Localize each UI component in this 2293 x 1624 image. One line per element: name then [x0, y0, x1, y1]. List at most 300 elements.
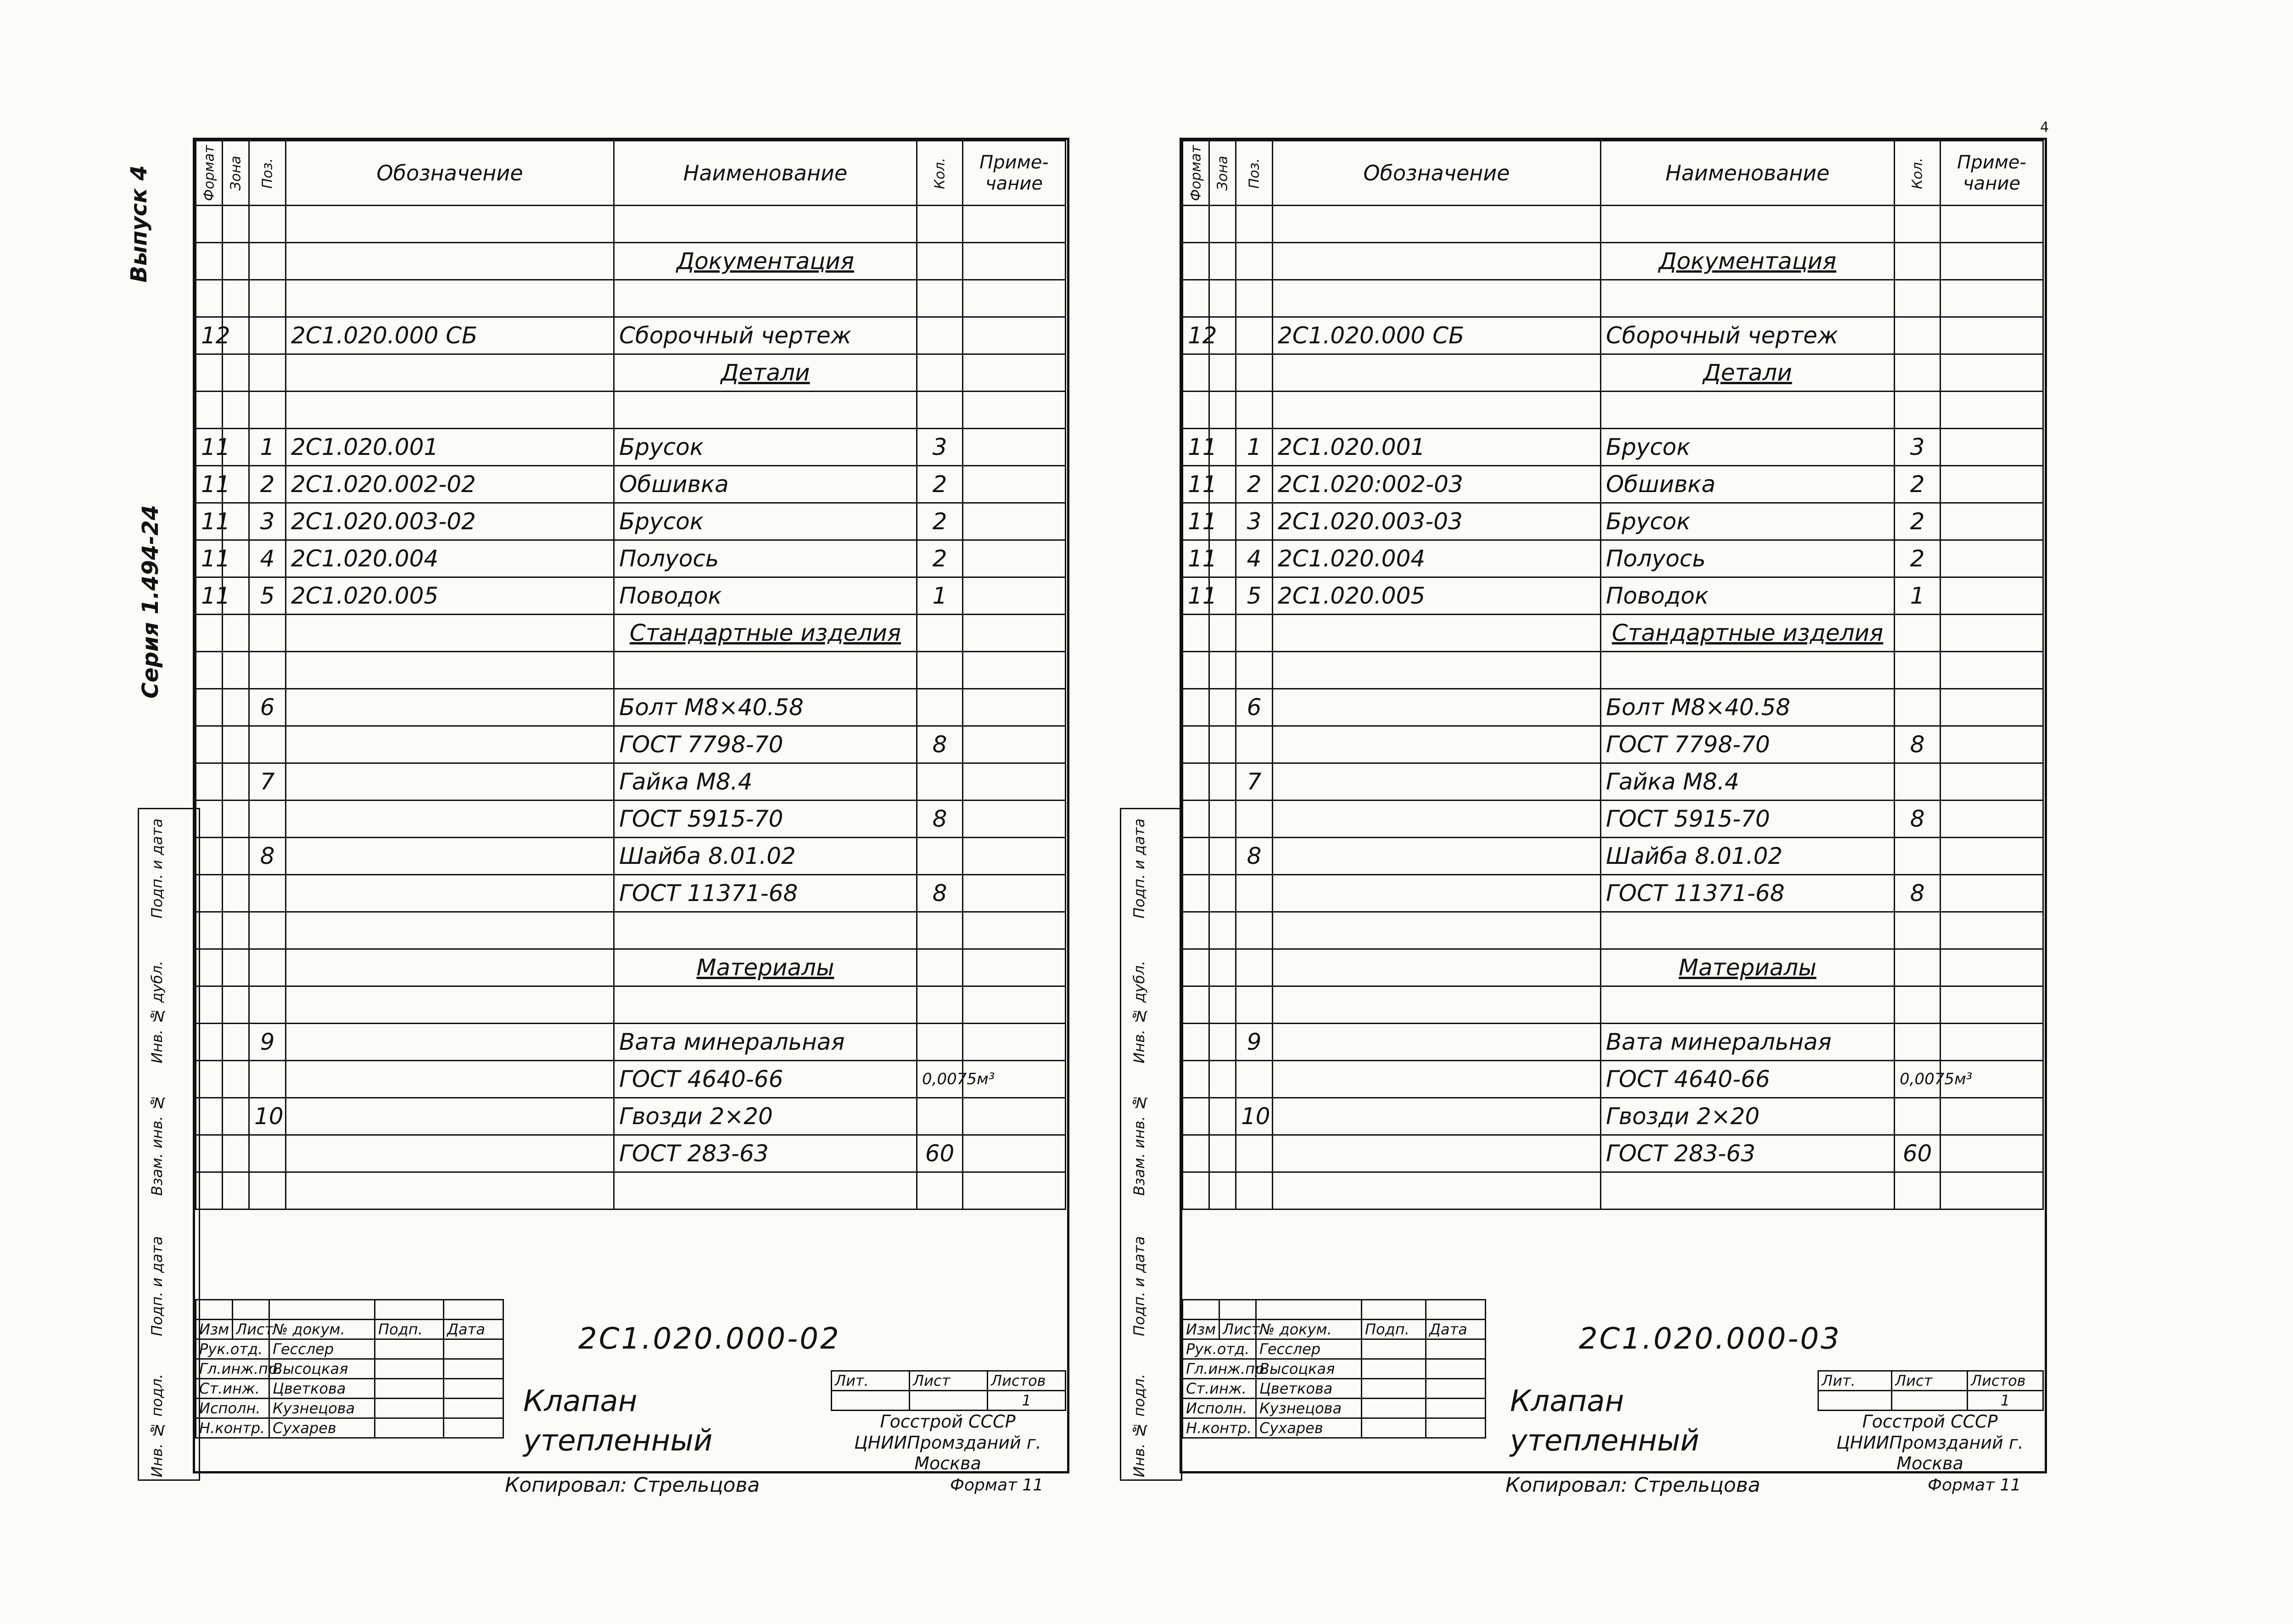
cell-zone: [1209, 280, 1236, 317]
spec-row: [1183, 503, 2043, 540]
cell-note: [1941, 763, 2043, 801]
col-change: Изм: [1183, 1320, 1219, 1339]
cell-note: [963, 280, 1066, 317]
spec-row: [1183, 949, 2043, 986]
cell-format: 11: [1183, 503, 1209, 540]
cell-name: Документация: [614, 243, 917, 280]
cell-designation: [286, 1098, 614, 1135]
cell-designation: [1273, 1135, 1601, 1172]
cell-qty: 8: [1895, 875, 1941, 912]
cell-zone: [223, 801, 249, 838]
right-people-rows: [1183, 1339, 1486, 1438]
signature-cell: [1362, 1418, 1426, 1438]
cell-pos: 10: [249, 1098, 286, 1135]
header-qty: Кол.: [917, 141, 963, 206]
title-block-row: [196, 1300, 503, 1320]
spec-row: [196, 206, 1066, 243]
signatory-row: [1183, 1418, 1486, 1438]
cell-designation: [286, 392, 614, 429]
spec-row: [196, 838, 1066, 875]
spec-row: [196, 280, 1066, 317]
cell-zone: [223, 1172, 249, 1210]
signatory-role: Н.контр.: [196, 1418, 269, 1438]
cell-pos: 2: [1236, 466, 1273, 503]
left-spec-table: [195, 140, 1066, 1210]
cell-note: [963, 986, 1066, 1024]
cell-name: [614, 912, 917, 949]
cell-name: Брусок: [614, 429, 917, 466]
left-spec-body: [196, 206, 1066, 1210]
cell-pos: [249, 801, 286, 838]
cell-zone: [223, 206, 249, 243]
cell-pos: 5: [249, 577, 286, 615]
cell-pos: [1236, 986, 1273, 1024]
header-zone: Зона: [223, 141, 249, 206]
cell-format: [196, 1024, 223, 1061]
cell-note: [963, 1135, 1066, 1172]
cell-note: [1941, 243, 2043, 280]
left-title-block-stamp: [195, 1299, 504, 1439]
signatory-row: [1183, 1359, 1486, 1379]
signatory-role: Гл.инж.пр.: [196, 1359, 269, 1379]
cell-zone: [1209, 206, 1236, 243]
cell-designation: [1273, 652, 1601, 689]
cell-qty: [1895, 206, 1941, 243]
cell-qty: [1895, 354, 1941, 392]
right-side-stamp: [1120, 808, 1182, 1481]
side-label: Подп. и дата: [1130, 818, 1148, 918]
cell-qty: [917, 689, 963, 726]
cell-qty: [1895, 986, 1941, 1024]
cell-note: [963, 1098, 1066, 1135]
cell-note: [963, 763, 1066, 801]
cell-name: Сборочный чертеж: [614, 317, 917, 354]
cell-note: [1941, 801, 2043, 838]
signatory-name: Сухарев: [269, 1418, 375, 1438]
left-side-stamp: [138, 808, 200, 1481]
side-label: Подп. и дата: [1130, 1236, 1148, 1336]
cell-name: Материалы: [614, 949, 917, 986]
cell-pos: 1: [249, 429, 286, 466]
cell-qty: 0,0075м³: [1895, 1061, 1941, 1098]
cell-note: [963, 317, 1066, 354]
cell-note: [963, 838, 1066, 875]
cell-note: [963, 949, 1066, 986]
cell-designation: 2С1.020.003-02: [286, 503, 614, 540]
cell-qty: [1895, 1098, 1941, 1135]
spec-row: [196, 875, 1066, 912]
cell-note: [963, 801, 1066, 838]
spec-row: [1183, 652, 2043, 689]
cell-note: [963, 466, 1066, 503]
cell-name: [1601, 206, 1895, 243]
cell-designation: [1273, 875, 1601, 912]
col-sign: Подп.: [375, 1320, 444, 1339]
cell-designation: [286, 615, 614, 652]
cell-zone: [1209, 1061, 1236, 1098]
cell-designation: 2С1.020.001: [1273, 429, 1601, 466]
cell-format: [196, 1098, 223, 1135]
cell-pos: [1236, 1061, 1273, 1098]
cell-name: Брусок: [1601, 503, 1895, 540]
cell-name: Полуось: [614, 540, 917, 577]
cell-note: [1941, 986, 2043, 1024]
cell-note: [1941, 354, 2043, 392]
cell-format: [1183, 280, 1209, 317]
cell-note: [1941, 875, 2043, 912]
cell-pos: [249, 652, 286, 689]
cell-note: [1941, 466, 2043, 503]
spec-row: [196, 949, 1066, 986]
cell-format: [1183, 1061, 1209, 1098]
cell-qty: [1895, 949, 1941, 986]
cell-name: Болт М8×40.58: [1601, 689, 1895, 726]
cell-qty: 0,0075м³: [917, 1061, 963, 1098]
cell-designation: [286, 1172, 614, 1210]
cell-designation: [1273, 986, 1601, 1024]
signatory-row: [1183, 1379, 1486, 1399]
cell-zone: [1209, 392, 1236, 429]
cell-zone: [1209, 1172, 1236, 1210]
cell-zone: [223, 875, 249, 912]
cell-format: [1183, 1024, 1209, 1061]
cell-name: [1601, 1172, 1895, 1210]
cell-qty: [917, 763, 963, 801]
cell-pos: 6: [249, 689, 286, 726]
cell-pos: [1236, 392, 1273, 429]
side-label: Взам. инв. №: [148, 1094, 166, 1196]
cell-note: [1941, 652, 2043, 689]
spec-row: [196, 317, 1066, 354]
cell-designation: 2С1.020.000 СБ: [1273, 317, 1601, 354]
issue-label: Выпуск 4: [126, 165, 152, 283]
cell-pos: [249, 1135, 286, 1172]
cell-format: 11: [196, 577, 223, 615]
right-doc-code: 2С1.020.000-03: [1579, 1322, 1841, 1356]
cell-name: [1601, 912, 1895, 949]
signature-cell: [1362, 1359, 1426, 1379]
signatory-name: Цветкова: [269, 1379, 375, 1399]
cell-name: ГОСТ 5915-70: [1601, 801, 1895, 838]
col-sheet: Лист: [233, 1320, 269, 1339]
side-label: Инв. № дубл.: [1130, 961, 1148, 1064]
side-label: Взам. инв. №: [1130, 1094, 1148, 1196]
cell-zone: [223, 949, 249, 986]
spec-row: [196, 577, 1066, 615]
cell-zone: [1209, 615, 1236, 652]
spec-row: [196, 503, 1066, 540]
cell-qty: [917, 1172, 963, 1210]
cell-note: [1941, 1172, 2043, 1210]
cell-pos: [1236, 243, 1273, 280]
cell-zone: [1209, 838, 1236, 875]
cell-zone: [1209, 726, 1236, 763]
cell-pos: [249, 317, 286, 354]
cell-pos: [1236, 206, 1273, 243]
sheet-label: Лист: [1892, 1371, 1968, 1391]
spec-row: [196, 912, 1066, 949]
signature-cell: [375, 1379, 444, 1399]
cell-qty: [917, 354, 963, 392]
cell-qty: 2: [917, 540, 963, 577]
date-cell: [1426, 1379, 1486, 1399]
cell-note: [963, 689, 1066, 726]
spec-row: [1183, 615, 2043, 652]
col-doc-no: № докум.: [269, 1320, 375, 1339]
cell-qty: 8: [1895, 726, 1941, 763]
cell-name: Гайка М8.4: [614, 763, 917, 801]
cell-format: 11: [1183, 540, 1209, 577]
cell-zone: [223, 838, 249, 875]
cell-format: 11: [196, 429, 223, 466]
cell-qty: [917, 1098, 963, 1135]
signatory-name: Гесслер: [1256, 1339, 1362, 1359]
lit-label: Лит.: [1818, 1371, 1892, 1391]
cell-qty: [1895, 763, 1941, 801]
cell-designation: [286, 912, 614, 949]
col-sign: Подп.: [1362, 1320, 1426, 1339]
spec-row: [196, 726, 1066, 763]
spec-row: [1183, 466, 2043, 503]
spec-row: [1183, 280, 2043, 317]
cell-format: [1183, 801, 1209, 838]
cell-qty: [917, 206, 963, 243]
cell-pos: [1236, 912, 1273, 949]
cell-format: [1183, 354, 1209, 392]
signatory-name: Кузнецова: [1256, 1399, 1362, 1418]
cell-designation: [286, 875, 614, 912]
series-label: Серия 1.494-24: [138, 505, 163, 699]
cell-name: Детали: [614, 354, 917, 392]
cell-name: Обшивка: [1601, 466, 1895, 503]
cell-note: [963, 1172, 1066, 1210]
signature-cell: [375, 1359, 444, 1379]
cell-name: ГОСТ 283-63: [1601, 1135, 1895, 1172]
lit-label: Лит.: [832, 1371, 910, 1391]
cell-format: 11: [1183, 466, 1209, 503]
cell-format: [196, 912, 223, 949]
cell-designation: [1273, 280, 1601, 317]
cell-format: [196, 354, 223, 392]
cell-name: Вата минеральная: [614, 1024, 917, 1061]
title-block-row: [1183, 1300, 1486, 1320]
side-label: Инв. № дубл.: [148, 961, 166, 1064]
left-format: Формат 11: [950, 1476, 1044, 1495]
cell-format: [1183, 1172, 1209, 1210]
cell-designation: [286, 1135, 614, 1172]
cell-designation: [1273, 726, 1601, 763]
cell-designation: [1273, 1172, 1601, 1210]
cell-qty: 8: [917, 801, 963, 838]
cell-name: Стандартные изделия: [614, 615, 917, 652]
cell-designation: [286, 801, 614, 838]
header-zone: Зона: [1209, 141, 1236, 206]
right-title-block-stamp: [1182, 1299, 1486, 1439]
spec-row: [196, 689, 1066, 726]
signatory-name: Цветкова: [1256, 1379, 1362, 1399]
side-label: Инв. № подл.: [148, 1374, 166, 1478]
cell-designation: [286, 1061, 614, 1098]
cell-designation: [286, 280, 614, 317]
col-sheet: Лист: [1219, 1320, 1256, 1339]
header-note: Приме-чание: [963, 141, 1066, 206]
cell-format: [1183, 986, 1209, 1024]
date-cell: [444, 1379, 503, 1399]
cell-format: [1183, 652, 1209, 689]
cell-zone: [1209, 986, 1236, 1024]
spec-row: [196, 1172, 1066, 1210]
signatory-row: [196, 1339, 503, 1359]
header-designation: Обозначение: [1273, 141, 1601, 206]
cell-format: [196, 838, 223, 875]
signatory-row: [196, 1379, 503, 1399]
spec-row: [196, 615, 1066, 652]
cell-designation: [1273, 615, 1601, 652]
cell-format: [1183, 726, 1209, 763]
right-copied-by: Копировал: Стрельцова: [1505, 1473, 1761, 1497]
cell-name: ГОСТ 7798-70: [1601, 726, 1895, 763]
cell-zone: [223, 912, 249, 949]
cell-qty: [1895, 243, 1941, 280]
header-qty: Кол.: [1895, 141, 1941, 206]
cell-note: [1941, 689, 2043, 726]
cell-designation: 2С1.020.004: [1273, 540, 1601, 577]
cell-pos: [249, 949, 286, 986]
cell-name: ГОСТ 11371-68: [1601, 875, 1895, 912]
right-item-name: Клапан утепленный: [1510, 1384, 1700, 1458]
cell-note: [1941, 280, 2043, 317]
cell-designation: [286, 243, 614, 280]
cell-zone: [223, 652, 249, 689]
cell-note: [963, 652, 1066, 689]
cell-pos: [249, 354, 286, 392]
right-org: Госстрой СССР ЦНИИПромзданий г. Москва: [1836, 1411, 2024, 1474]
cell-pos: [249, 243, 286, 280]
signatory-name: Кузнецова: [269, 1399, 375, 1418]
spec-row: [1183, 577, 2043, 615]
cell-note: [1941, 429, 2043, 466]
cell-format: [196, 615, 223, 652]
cell-name: Детали: [1601, 354, 1895, 392]
date-cell: [1426, 1359, 1486, 1379]
left-people-rows: [196, 1339, 503, 1438]
col-date: Дата: [1426, 1320, 1486, 1339]
cell-qty: [1895, 1024, 1941, 1061]
cell-pos: 6: [1236, 689, 1273, 726]
cell-designation: 2С1.020.002-02: [286, 466, 614, 503]
cell-pos: 5: [1236, 577, 1273, 615]
cell-zone: [1209, 354, 1236, 392]
cell-qty: 8: [1895, 801, 1941, 838]
cell-note: [1941, 317, 2043, 354]
cell-format: 12: [196, 317, 223, 354]
cell-qty: [917, 280, 963, 317]
cell-note: [1941, 1135, 2043, 1172]
cell-pos: [1236, 726, 1273, 763]
col-date: Дата: [444, 1320, 503, 1339]
cell-format: 11: [1183, 577, 1209, 615]
cell-note: [963, 243, 1066, 280]
cell-designation: [286, 986, 614, 1024]
cell-format: [196, 243, 223, 280]
cell-zone: [223, 392, 249, 429]
spec-row: [1183, 429, 2043, 466]
cell-name: [1601, 280, 1895, 317]
cell-note: [1941, 577, 2043, 615]
cell-note: [963, 540, 1066, 577]
spec-row: [1183, 801, 2043, 838]
cell-designation: [286, 354, 614, 392]
cell-format: [196, 280, 223, 317]
col-change: Изм: [196, 1320, 233, 1339]
signature-cell: [1362, 1339, 1426, 1359]
cell-pos: [1236, 1135, 1273, 1172]
cell-pos: 9: [1236, 1024, 1273, 1061]
cell-note: [1941, 540, 2043, 577]
cell-qty: [1895, 912, 1941, 949]
signatory-role: Ст.инж.: [196, 1379, 269, 1399]
header-pos: Поз.: [249, 141, 286, 206]
cell-note: [963, 206, 1066, 243]
spec-header-row: [1183, 141, 2043, 206]
cell-pos: 2: [249, 466, 286, 503]
cell-name: ГОСТ 5915-70: [614, 801, 917, 838]
cell-pos: 4: [1236, 540, 1273, 577]
spec-row: [1183, 1061, 2043, 1098]
cell-qty: 2: [917, 466, 963, 503]
cell-designation: [1273, 801, 1601, 838]
cell-format: [1183, 1135, 1209, 1172]
cell-zone: [223, 615, 249, 652]
cell-pos: 3: [249, 503, 286, 540]
cell-note: [963, 912, 1066, 949]
cell-note: [1941, 949, 2043, 986]
cell-pos: [1236, 615, 1273, 652]
header-name: Наименование: [1601, 141, 1895, 206]
cell-format: [196, 986, 223, 1024]
date-cell: [1426, 1418, 1486, 1438]
cell-format: 11: [196, 503, 223, 540]
cell-designation: [1273, 1061, 1601, 1098]
left-lit-block: [831, 1370, 1066, 1411]
date-cell: [444, 1359, 503, 1379]
cell-name: ГОСТ 11371-68: [614, 875, 917, 912]
cell-note: [1941, 838, 2043, 875]
cell-designation: [1273, 949, 1601, 986]
cell-pos: [1236, 1172, 1273, 1210]
spec-row: [1183, 540, 2043, 577]
cell-qty: [917, 317, 963, 354]
cell-note: [963, 392, 1066, 429]
cell-pos: 8: [1236, 838, 1273, 875]
cell-pos: 10: [1236, 1098, 1273, 1135]
cell-note: [1941, 1024, 2043, 1061]
title-block-row: [1183, 1320, 1486, 1339]
cell-zone: [223, 1024, 249, 1061]
cell-pos: [249, 615, 286, 652]
header-designation: Обозначение: [286, 141, 614, 206]
cell-designation: [286, 726, 614, 763]
signatory-name: Гесслер: [269, 1339, 375, 1359]
signatory-role: Ст.инж.: [1183, 1379, 1256, 1399]
spec-row: [196, 354, 1066, 392]
cell-format: [1183, 912, 1209, 949]
cell-zone: [1209, 763, 1236, 801]
cell-note: [963, 354, 1066, 392]
side-label: Подп. и дата: [148, 1236, 166, 1336]
cell-pos: [1236, 317, 1273, 354]
signatory-role: Гл.инж.пр.: [1183, 1359, 1256, 1379]
